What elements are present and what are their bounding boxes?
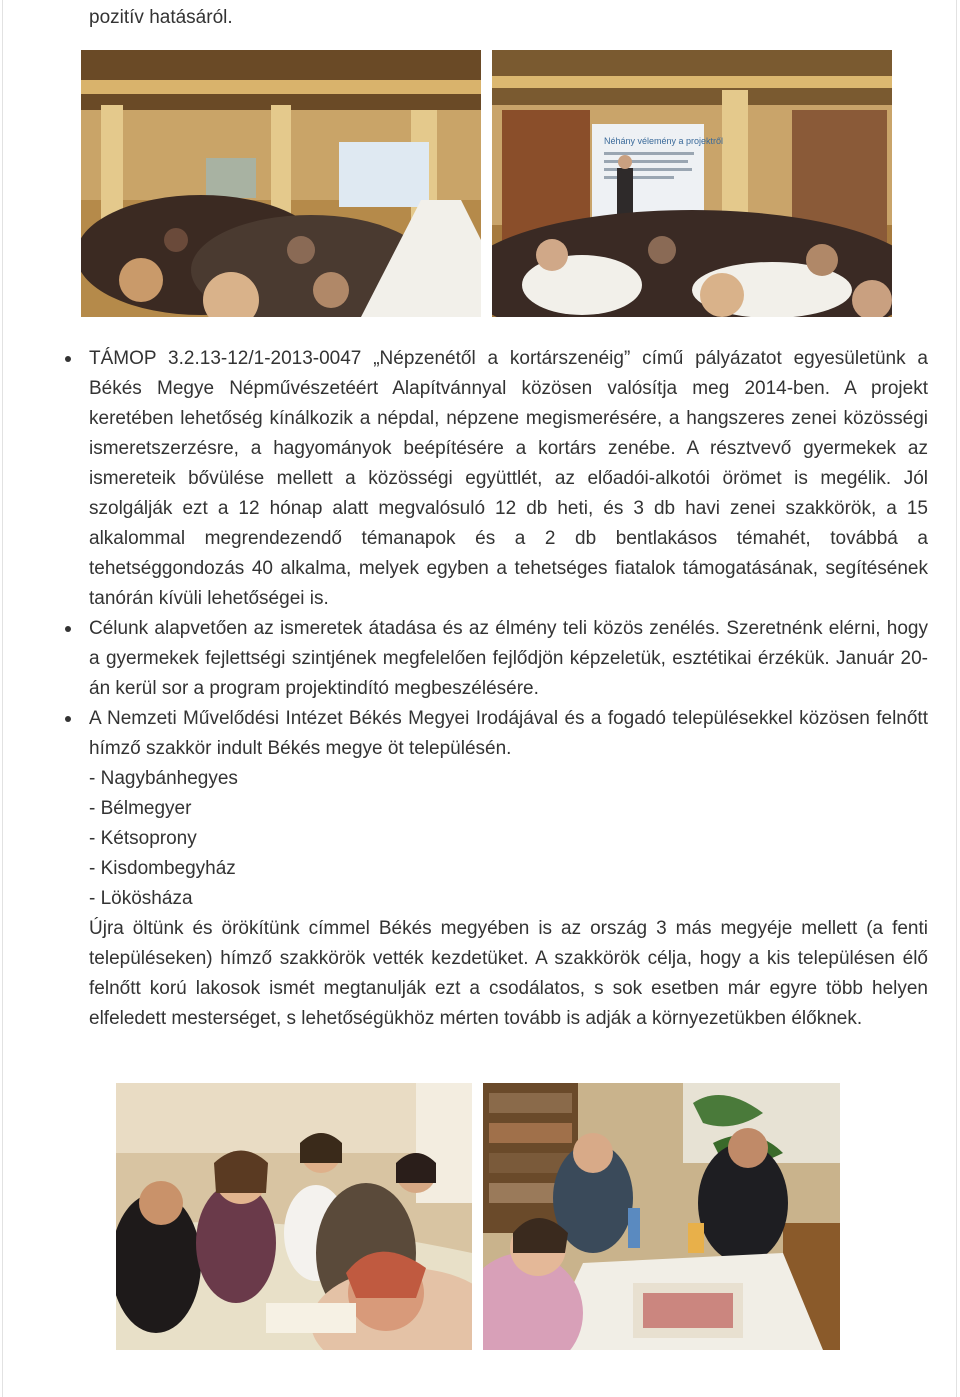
embroidery-group-photo-2 xyxy=(483,1083,840,1350)
embroidery-group-photo-1 xyxy=(116,1083,472,1350)
conference-hall-photo-1 xyxy=(81,50,481,317)
embroidery-circle-text: A Nemzeti Művelődési Intézet Békés Megyei Irodájával és a fogadó településekkel közösen felnőtt hímző szakkör indult Békés megye öt településén. xyxy=(89,708,928,759)
list-item-tamop-project xyxy=(89,344,928,614)
town-lokoshaza: - Lökösháza xyxy=(89,888,193,909)
intro-tail-text: pozitív hatásáról. xyxy=(89,7,233,28)
goals-text: Célunk alapvetően az ismeretek átadása és az élmény teli közös zenélés. Szeretnénk elérni, hogy a gyermekek fejlettségi szintjének megfelelően fejlődjön képzeletük, esztétikai érzékük. Január 20-án kerül sor a program projektindító megbeszélésére. xyxy=(89,618,928,699)
town-kisdombegyhaz: - Kisdombegyház xyxy=(89,858,236,879)
town-belmegyer: - Bélmegyer xyxy=(89,798,192,819)
bullet-icon xyxy=(65,626,71,632)
project-list xyxy=(89,344,928,1034)
embroidery-closing-text: Újra öltünk és örökítünk címmel Békés megyében is az ország 3 más megyéje mellett (a fenti településeken) hímző szakkörök vették kezdetüket. A szakkörök célja, hogy a kis településen élő felnőtt korú lakosok ismét megtanulják ezt a csodálatos, s sok esetben már egyre több helyen elfeledett mesterséget, s lehetőségükhöz mérten tovább is adják a környezetükben élőknek. xyxy=(89,918,928,1029)
town-ketsoprony: - Kétsoprony xyxy=(89,828,197,849)
conference-hall-photo-2 xyxy=(492,50,892,317)
list-item-goals xyxy=(89,614,928,704)
town-nagybanhegyes: - Nagybánhegyes xyxy=(89,768,238,789)
bullet-icon xyxy=(65,356,71,362)
bullet-icon xyxy=(65,716,71,722)
tamop-project-text: TÁMOP 3.2.13-12/1-2013-0047 „Népzenétől a kortárszenéig” című pályázatot egyesületünk a Békés Megye Népművészetéért Alapítvánnyal közösen valósítja meg 2014-ben. A projekt keretében lehetőség kínálkozik a népdal, népzene megismerésére, a hangszeres zenei közösségi ismeretszerzésre, a hagyományok beépítésére a kortárs zenébe. A résztvevő gyermekek az ismereteik bővülése mellett a közösségi együttlét, az előadói-alkotói örömet is megélik. Jól szolgálják ezt a 12 hónap alatt megvalósuló 12 db heti, és 3 db havi zenei szakkörök, a 15 alkalommal megrendezendő témanapok és a 2 db bentlakásos témahét, továbbá a tehetséggondozás 40 alkalma, melyek egyben a tehetséges fiatalok támogatásának, segítésének tanórán kívüli lehetőségei is. xyxy=(89,348,928,609)
projection-slide-title: Néhány vélemény a projektről xyxy=(604,136,724,146)
list-item-embroidery-circle xyxy=(89,704,928,1034)
